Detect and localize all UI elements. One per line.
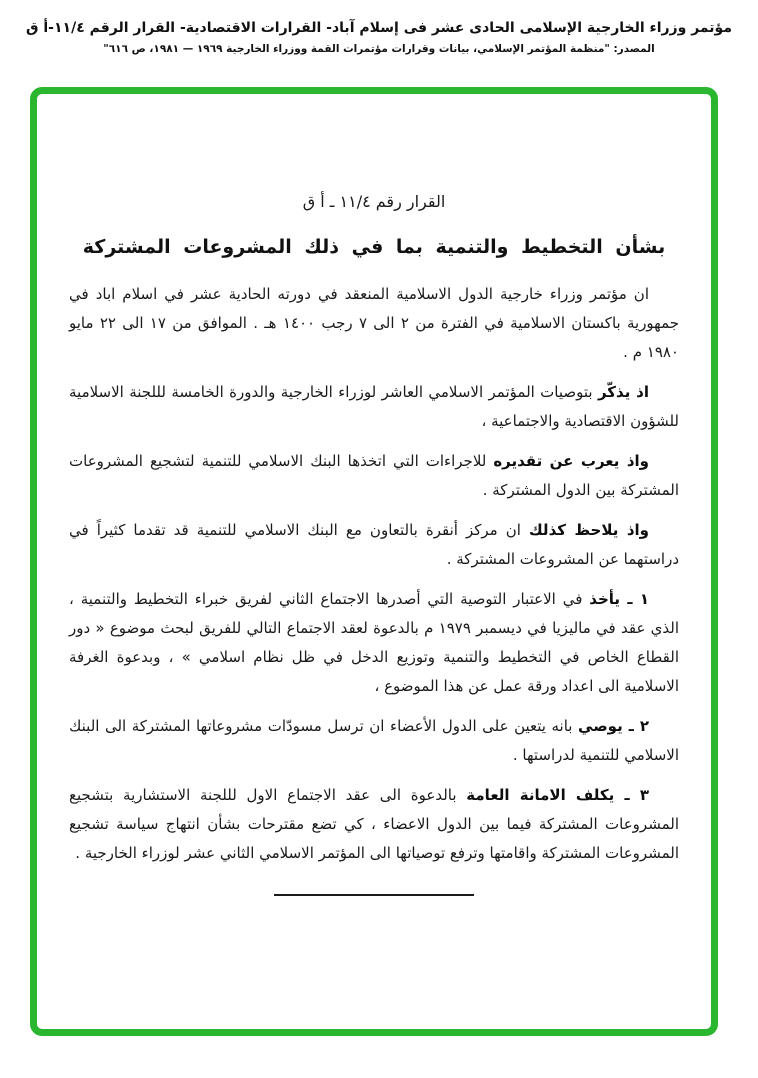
paragraph-lead: اذ يذكّر	[597, 383, 649, 401]
paragraph-lead: واذ يعرب عن تقديره	[493, 452, 649, 470]
paragraph: واذ يعرب عن تقديره للاجراءات التي اتخذها البنك الاسلامي للتنمية لتشجيع المشروعات المشتركة بين الدول المشتركة .	[69, 452, 679, 499]
paragraph-lead: ٢ ـ يوصي	[578, 717, 649, 735]
paragraph: ان مؤتمر وزراء خارجية الدول الاسلامية المنعقد في دورته الحادية عشر في اسلام اباد في جمهورية باكستان الاسلامية في الفترة من ٢ الى ٧ رجب ١٤٠٠ هـ . الموافق من ١٧ الى ٢٢ مايو ١٩٨٠ م .	[69, 285, 680, 361]
resolution-number: القرار رقم ١١/٤ ـ أ ق	[302, 192, 446, 211]
scanned-page-content	[69, 94, 679, 896]
paragraph: ١ ـ يأخذ في الاعتبار التوصية التي أصدرها الاجتماع الثاني لفريق خبراء التخطيط والتنمية ، الذي عقد في ماليزيا في ديسمبر ١٩٧٩ م بالدعوة لعقد الاجتماع التالي للفريق لبحث موضوع « دور القطاع الخاص في التخطيط والتنمية وتوزيع الدخل في ظل نظام اسلامي » ، وبدعوة الغرفة الاسلامية الى اعداد ورقة عمل عن هذا الموضوع ،	[69, 590, 679, 695]
paragraph: ٢ ـ يوصي بانه يتعين على الدول الأعضاء ان ترسل مسودّات مشروعاتها المشتركة الى البنك الاسلامي للتنمية لدراستها .	[69, 717, 679, 764]
paragraph-lead: ١ ـ يأخذ	[589, 590, 649, 608]
paragraph-list	[69, 280, 679, 868]
resolution-subject: بشأن التخطيط والتنمية بما في ذلك المشروعات المشتركة	[82, 236, 666, 258]
paragraph-lead: ٣ ـ يكلف الامانة العامة	[466, 786, 649, 804]
paragraph: ٣ ـ يكلف الامانة العامة بالدعوة الى عقد الاجتماع الاول لللجنة الاستشارية بتشجيع المشروعات المشتركة فيما بين الدول الاعضاء ، كي تضع مقترحات بشأن انتهاج سياسة تشجيع المشروعات المشتركة واقامتها وترفع توصياتها الى المؤتمر الاسلامي الثاني عشر لوزراء الخارجية .	[69, 786, 679, 862]
citation-title: مؤتمر وزراء الخارجية الإسلامى الحادى عشر فى إسلام آباد- القرارات الاقتصادية- القرار الرقم ١١/٤-أ ق	[25, 20, 732, 36]
scanned-page-frame	[30, 87, 718, 1036]
end-divider	[274, 894, 474, 896]
source-citation-header	[0, 20, 758, 55]
paragraph: اذ يذكّر بتوصيات المؤتمر الاسلامي العاشر لوزراء الخارجية والدورة الخامسة لللجنة الاسلامية للشؤون الاقتصادية والاجتماعية ،	[69, 383, 679, 430]
paragraph: واذ يلاحظ كذلك ان مركز أنقرة بالتعاون مع البنك الاسلامي للتنمية قد تقدما كثيراً في دراستهما عن المشروعات المشتركة .	[69, 521, 679, 568]
citation-source: المصدر: "منظمة المؤتمر الإسلامي، بيانات وقرارات مؤتمرات القمة ووزراء الخارجية ١٩٦٩ — ١٩٨١، ص ٦١٦"	[103, 43, 655, 55]
paragraph-lead: واذ يلاحظ كذلك	[528, 521, 649, 539]
